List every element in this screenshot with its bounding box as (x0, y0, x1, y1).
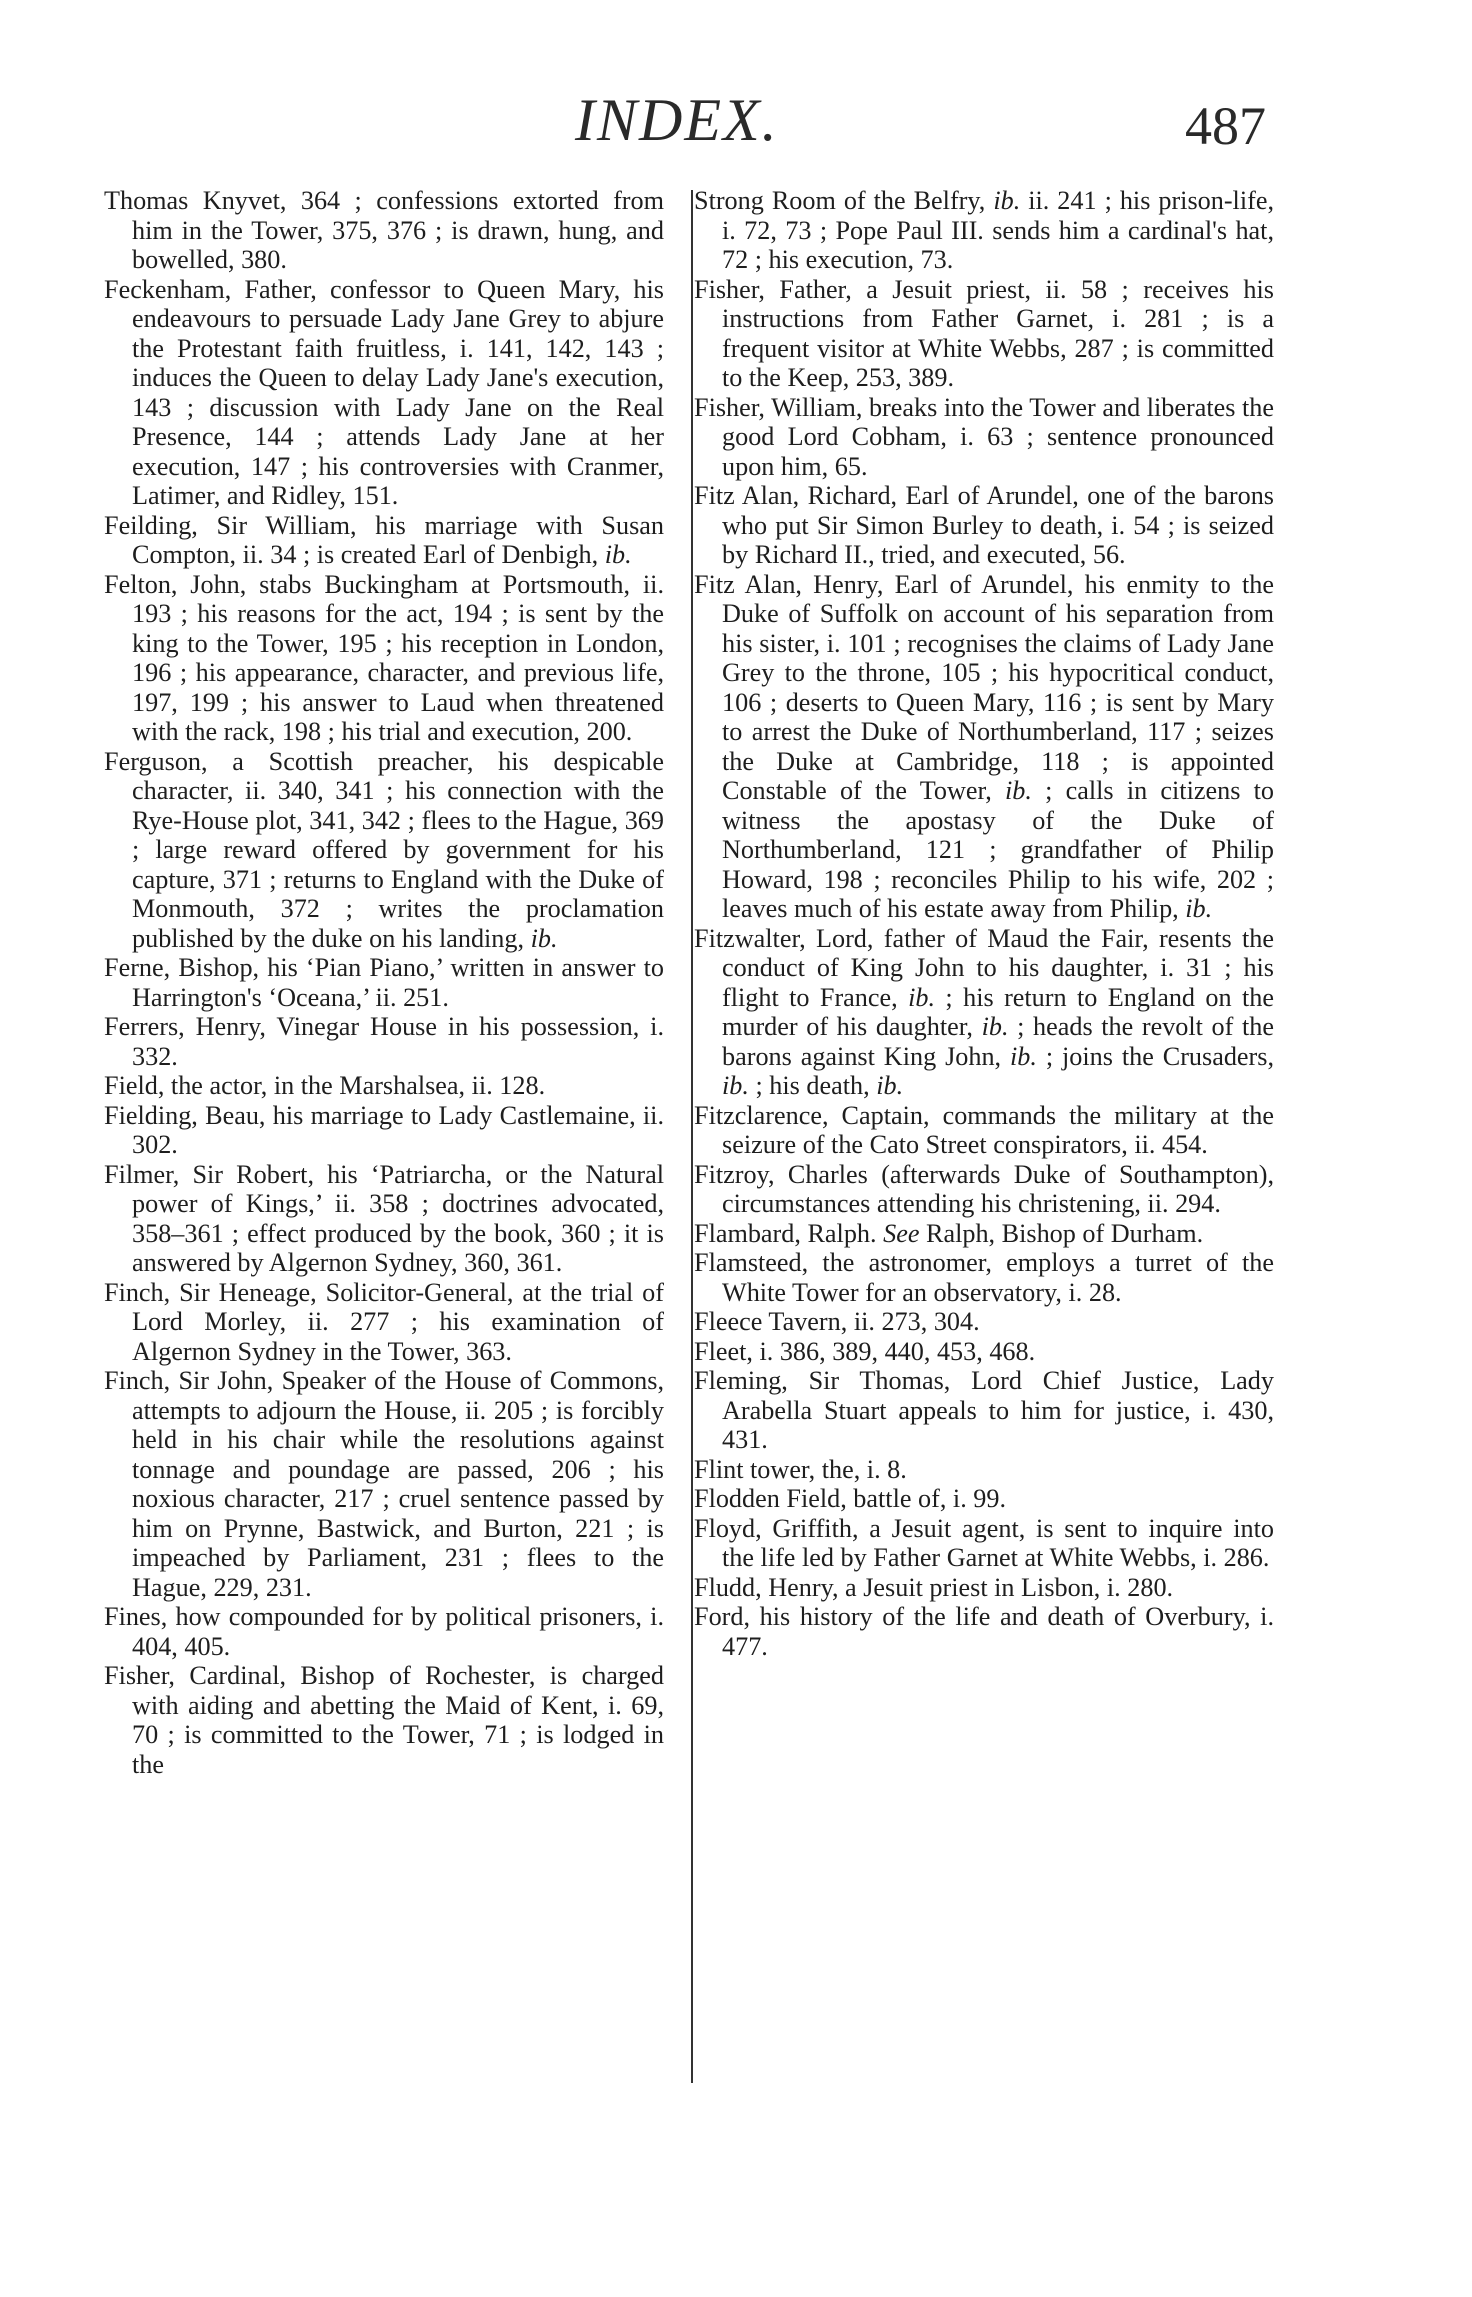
index-entry: Ferne, Bishop, his ‘Pian Piano,’ written in answer to Harrington's ‘Oceana,’ ii. 251. (104, 953, 664, 1012)
index-entry: Fleming, Sir Thomas, Lord Chief Justice, Lady Arabella Stuart appeals to him for justice, i. 430, 431. (694, 1366, 1274, 1454)
index-entry: Feckenham, Father, confessor to Queen Mary, his endeavours to persuade Lady Jane Grey to abjure the Protestant faith fruitless, i. 141, 142, 143 ; induces the Queen to delay Lady Jane's execution, 143 ; discussion with Lady Jane on the Real Presence, 144 ; attends Lady Jane at her execution, 147 ; his controversies with Cranmer, Latimer, and Ridley, 151. (104, 274, 664, 510)
index-entry: Felton, John, stabs Buckingham at Portsmouth, ii. 193 ; his reasons for the act, 194 ; is sent by the king to the Tower, 195 ; his reception in London, 196 ; his appearance, character, and previous life, 197, 199 ; his answer to Laud when threatened with the rack, 198 ; his trial and execution, 200. (104, 569, 664, 746)
index-entry: Strong Room of the Belfry, ib. ii. 241 ; his prison-life, i. 72, 73 ; Pope Paul III. sends him a cardinal's hat, 72 ; his execution, 73. (694, 186, 1274, 274)
index-entry: Fielding, Beau, his marriage to Lady Castlemaine, ii. 302. (104, 1100, 664, 1159)
index-entry: Fludd, Henry, a Jesuit priest in Lisbon, i. 280. (694, 1572, 1174, 1602)
index-entry: Flamsteed, the astronomer, employs a turret of the White Tower for an observatory, i. 28. (694, 1248, 1274, 1307)
index-entry: Fitzclarence, Captain, commands the military at the seizure of the Cato Street conspirators, ii. 454. (694, 1100, 1274, 1159)
index-entry: Flint tower, the, i. 8. (694, 1454, 907, 1484)
index-entry: Fines, how compounded for by political prisoners, i. 404, 405. (104, 1602, 664, 1661)
index-entry: Floyd, Griffith, a Jesuit agent, is sent to inquire into the life led by Father Garnet at White Webbs, i. 286. (694, 1513, 1274, 1572)
index-entry: Fisher, William, breaks into the Tower and liberates the good Lord Cobham, i. 63 ; sentence pronounced upon him, 65. (694, 392, 1274, 481)
page-header (0, 80, 1472, 160)
index-entry: Fitz Alan, Richard, Earl of Arundel, one of the barons who put Sir Simon Burley to death, i. 54 ; is seized by Richard II., tried, and executed, 56. (694, 481, 1274, 569)
column-divider (691, 190, 693, 2083)
index-entry: Ford, his history of the life and death of Overbury, i. 477. (694, 1602, 1274, 1661)
index-entry: Flodden Field, battle of, i. 99. (694, 1484, 1007, 1513)
index-column-right (694, 186, 1274, 1661)
index-entry: Ferrers, Henry, Vinegar House in his possession, i. 332. (104, 1012, 664, 1071)
index-entry: Thomas Knyvet, 364 ; confessions extorted from him in the Tower, 375, 376 ; is drawn, hung, and bowelled, 380. (104, 186, 664, 274)
index-entry: Fisher, Cardinal, Bishop of Rochester, is charged with aiding and abetting the Maid of Kent, i. 69, 70 ; is committed to the Tower, 71 ; is lodged in the (104, 1661, 664, 1779)
index-entry: Finch, Sir Heneage, Solicitor-General, at the trial of Lord Morley, ii. 277 ; his examination of Algernon Sydney in the Tower, 363. (104, 1277, 664, 1366)
running-title: INDEX. (575, 87, 779, 153)
index-entry: Feilding, Sir William, his marriage with Susan Compton, ii. 34 ; is created Earl of Denbigh, ib. (104, 510, 664, 569)
index-entry: Fisher, Father, a Jesuit priest, ii. 58 ; receives his instructions from Father Garnet, i. 281 ; is a frequent visitor at White Webbs, 287 ; is committed to the Keep, 253, 389. (694, 274, 1274, 392)
index-entry: Ferguson, a Scottish preacher, his despicable character, ii. 340, 341 ; his connection with the Rye-House plot, 341, 342 ; flees to the Hague, 369 ; large reward offered by government for his capture, 371 ; returns to England with the Duke of Monmouth, 372 ; writes the proclamation published by the duke on his landing, ib. (104, 746, 664, 953)
index-column-left (104, 186, 664, 1779)
index-entry: Filmer, Sir Robert, his ‘Patriarcha, or the Natural power of Kings,’ ii. 358 ; doctrines advocated, 358–361 ; effect produced by the book, 360 ; it is answered by Algernon Sydney, 360, 361. (104, 1159, 664, 1277)
index-entry: Flambard, Ralph. See Ralph, Bishop of Durham. (694, 1218, 1204, 1248)
index-entry: Fleece Tavern, ii. 273, 304. (694, 1307, 980, 1336)
index-entry: Fitz Alan, Henry, Earl of Arundel, his enmity to the Duke of Suffolk on account of his separation from his sister, i. 101 ; recognises the claims of Lady Jane Grey to the throne, 105 ; his hypocritical conduct, 106 ; deserts to Queen Mary, 116 ; is sent by Mary to arrest the Duke of Northumberland, 117 ; seizes the Duke at Cambridge, 118 ; is appointed Constable of the Tower, ib. ; calls in citizens to witness the apostasy of the Duke of Northumberland, 121 ; grandfather of Philip Howard, 198 ; reconciles Philip to his wife, 202 ; leaves much of his estate away from Philip, ib. (694, 569, 1274, 923)
page-number: 487 (1185, 96, 1266, 156)
index-entry: Field, the actor, in the Marshalsea, ii. 128. (104, 1071, 546, 1100)
index-entry: Fleet, i. 386, 389, 440, 453, 468. (694, 1336, 1036, 1366)
index-entry: Fitzwalter, Lord, father of Maud the Fair, resents the conduct of King John to his daughter, i. 31 ; his flight to France, ib. ; his return to England on the murder of his daughter, ib. ; heads the revolt of the barons against King John, ib. ; joins the Crusaders, ib. ; his death, ib. (694, 923, 1275, 1100)
index-entry: Finch, Sir John, Speaker of the House of Commons, attempts to adjourn the House, ii. 205 ; is forcibly held in his chair while the resolutions against tonnage and poundage are passed, 206 ; his noxious character, 217 ; cruel sentence passed by him on Prynne, Bastwick, and Burton, 221 ; is impeached by Parliament, 231 ; flees to the Hague, 229, 231. (104, 1366, 664, 1602)
index-entry: Fitzroy, Charles (afterwards Duke of Southampton), circumstances attending his christening, ii. 294. (694, 1159, 1274, 1218)
